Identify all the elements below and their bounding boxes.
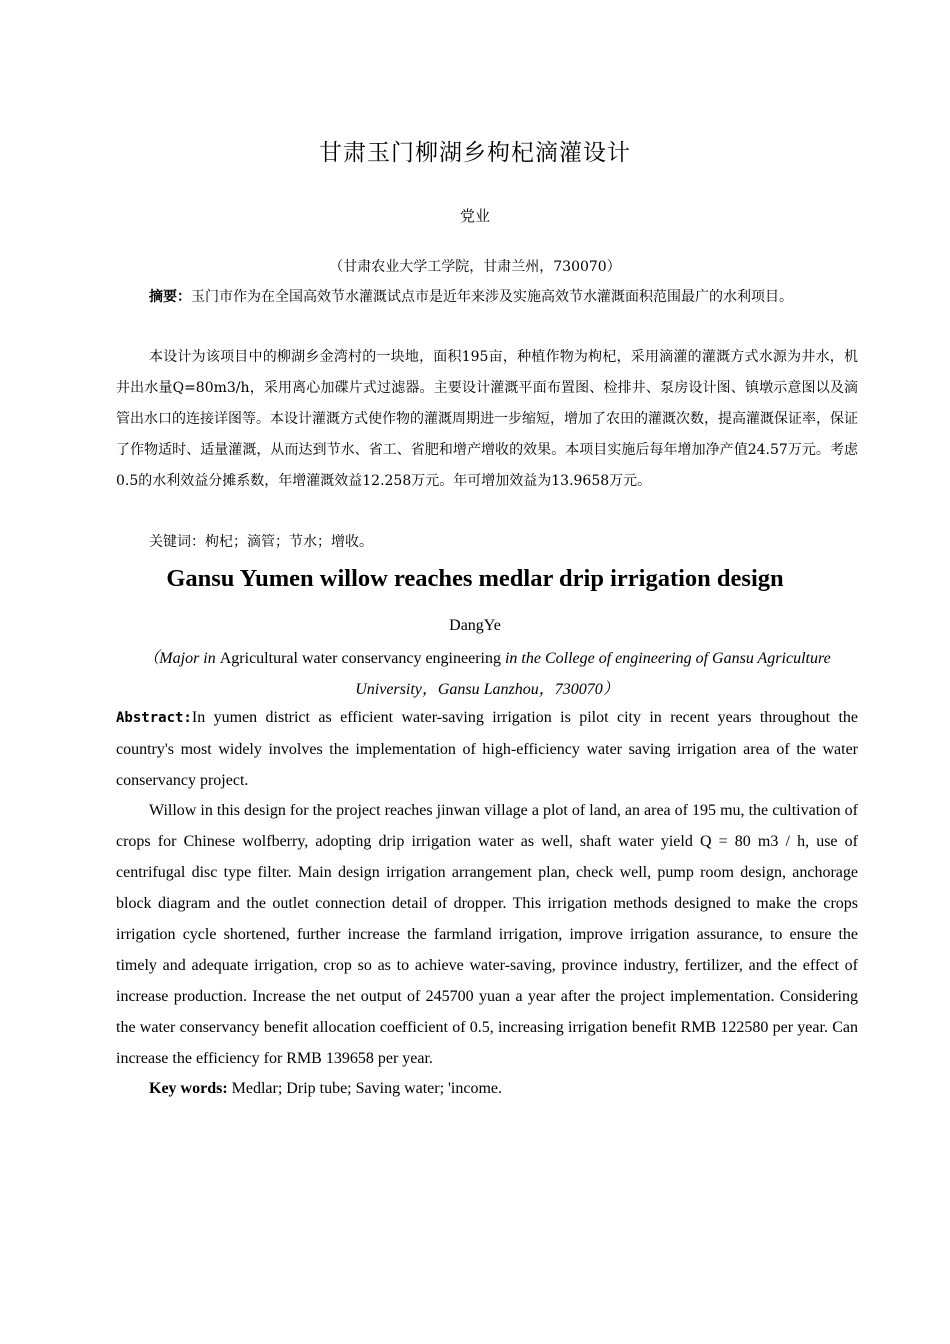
english-affiliation (116, 643, 858, 705)
english-author: DangYe (449, 617, 501, 634)
chinese-keywords-label: 关键词： (149, 534, 205, 550)
english-affiliation-major: Major in (159, 650, 220, 667)
chinese-body-paragraph: 本设计为该项目中的柳湖乡金湾村的一块地，面积195亩，种植作物为枸杞，采用滴灌的灌溉方式水源为井水，机井出水量Q=80m3/h，采用离心加碟片式过滤器。主要设计灌溉平面布置图、检排井、泵房设计图、镇墩示意图以及滴管出水口的连接详图等。本设计灌溉方式使作物的灌溉周期进一步缩短，增加了农田的灌溉次数，提高灌溉保证率，保证了作物适时、适量灌溉，从而达到节水、省工、省肥和增产增收的效果。本项目实施后每年增加净产值24.57万元。考虑0.5的水利效益分摊系数，年增灌溉效益12.258万元。年可增加效益为13.9658万元。 (116, 349, 858, 489)
chinese-affiliation: （甘肃农业大学工学院，甘肃兰州，730070） (329, 259, 621, 275)
english-title: Gansu Yumen willow reaches medlar drip irrigation design (166, 565, 784, 592)
english-keywords-text: Medlar; Drip tube; Saving water; 'income. (227, 1080, 503, 1097)
chinese-abstract (116, 282, 858, 313)
english-keywords-label: Key words: (149, 1080, 228, 1097)
english-affiliation-field: Agricultural water conservancy engineering (219, 650, 501, 667)
chinese-title: 甘肃玉门柳湖乡枸杞滴灌设计 (319, 140, 631, 166)
english-keywords (116, 1073, 858, 1104)
english-abstract-label: Abstract: (116, 710, 192, 726)
english-body-paragraph: Willow in this design for the project reaches jinwan village a plot of land, an area of 195 mu, the cultivation of crops for Chinese wolfberry, adopting drip irrigation water as well, shaft water yield Q = 80 m3 / h, use of centrifugal disc type filter. Main design irrigation arrangement plan, check well, pump room design, anchorage block diagram and the outlet connection detail of dropper. This irrigation methods designed to make the crops irrigation cycle shortened, further increase the farmland irrigation, improve irrigation assurance, to ensure the timely and adequate irrigation, crop so as to achieve water-saving, province industry, fertilizer, and the effect of increase production. Increase the net output of 245700 yuan a year after the project implementation. Considering the water conservancy benefit allocation coefficient of 0.5, increasing irrigation benefit RMB 122580 per year. Can increase the efficiency for RMB 139658 per year. (116, 802, 858, 1067)
english-affiliation-open: （ (143, 650, 160, 667)
english-abstract (116, 702, 858, 796)
chinese-keywords-text: 枸杞；滴管；节水；增收。 (205, 534, 373, 550)
chinese-abstract-label: 摘要： (149, 289, 191, 305)
chinese-keywords (116, 527, 858, 558)
english-affiliation-rest: in the College of engineering of Gansu Agriculture University，Gansu Lanzhou，730070） (355, 650, 831, 698)
english-abstract-text: In yumen district as efficient water-saving irrigation is pilot city in recent years throughout the country's most widely involves the implementation of high-efficiency water saving irrigation area of the water conservancy project. (116, 709, 858, 789)
chinese-abstract-text: 玉门市作为在全国高效节水灌溉试点市是近年来涉及实施高效节水灌溉面积范围最广的水利项目。 (191, 289, 793, 305)
chinese-author: 党业 (459, 207, 490, 225)
